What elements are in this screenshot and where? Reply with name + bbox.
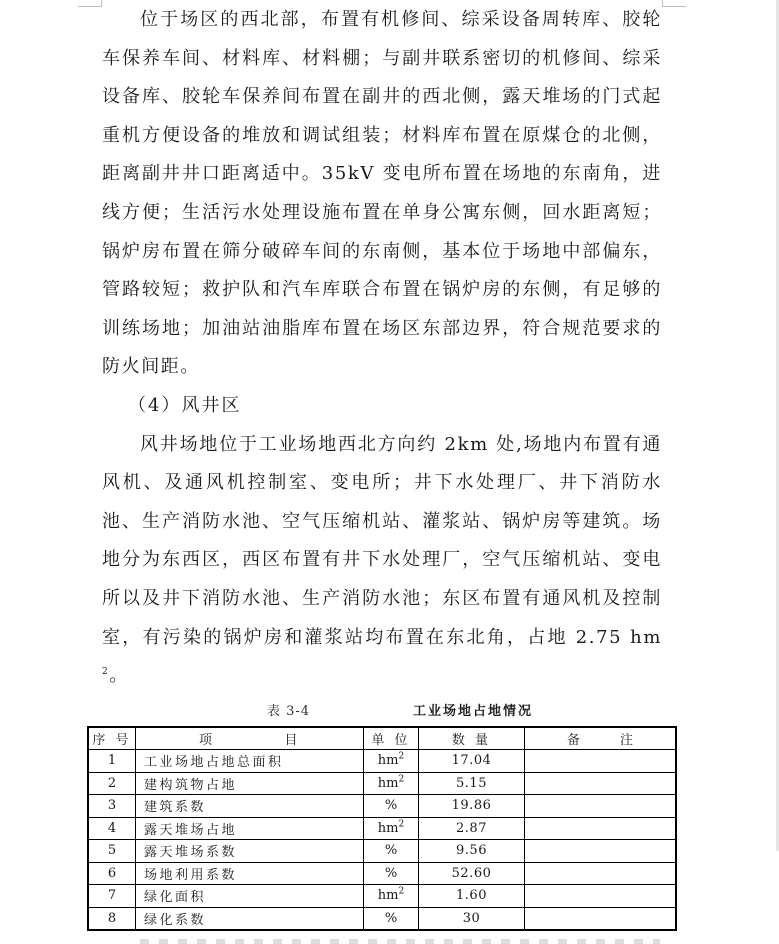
- cell-unit-text: hm: [377, 888, 399, 904]
- cell-seq: 1: [88, 750, 136, 773]
- cell-seq: 7: [88, 885, 136, 908]
- cell-unit-superscript: 2: [398, 752, 405, 763]
- paragraph-industrial-site-layout: 位于场区的西北部，布置有机修间、综采设备周转库、胶轮车保养车间、材料库、材料棚；与副井联系密切的机修间、综采设备库、胶轮车保养间布置在副井的西北侧，露天堆场的门式起重机方便设备的堆放和调试组装；材料库布置在原煤仓的北侧，距离副井井口距离适中。35kV 变电所布置在场地的东南角，进线方便；生活污水处理设施布置在单身公寓东侧，回水距离短；锅炉房布置在筛分破碎车间的东南侧，基本位于场地中部偏东，管路较短；救护队和汽车库联合布置在锅炉房的东侧，有足够的训练场地；加油站油脂库布置在场区东部边界，符合规范要求的防火间距。: [102, 9, 662, 378]
- cell-qty: 5.15: [419, 772, 525, 795]
- cell-unit: [364, 862, 419, 885]
- cell-note: [525, 750, 677, 773]
- cell-item: 露天堆场系数: [136, 840, 364, 863]
- cell-unit-text: %: [384, 843, 398, 859]
- cell-note: [525, 885, 677, 908]
- clipped-next-line: [140, 939, 660, 944]
- table-block: [87, 702, 677, 932]
- cell-unit: [364, 817, 419, 840]
- header-item: [136, 727, 364, 750]
- cell-note: [525, 772, 677, 795]
- table-body: [88, 750, 676, 931]
- cell-qty: 52.60: [419, 862, 525, 885]
- cell-unit-superscript: 2: [398, 819, 405, 830]
- cell-item: 工业场地占地总面积: [136, 750, 364, 773]
- header-item-part-a: 项: [198, 732, 215, 748]
- cell-unit-text: hm: [377, 775, 399, 791]
- cell-unit-text: hm: [377, 753, 399, 769]
- cell-unit-superscript: 2: [398, 887, 405, 898]
- table-header-row: [88, 727, 676, 750]
- cell-item: 场地利用系数: [136, 862, 364, 885]
- header-item-part-b: 目: [284, 732, 301, 748]
- land-use-table: [87, 726, 677, 932]
- table-row: [88, 862, 676, 885]
- cell-unit-text: %: [384, 798, 398, 814]
- cell-seq: 3: [88, 795, 136, 818]
- table-row: [88, 750, 676, 773]
- paragraph-ventilation-shaft: [102, 426, 662, 696]
- page-corner-mark-right: [662, 0, 686, 7]
- cell-qty: 30: [419, 907, 525, 930]
- header-qty: 数 量: [419, 727, 525, 750]
- area-unit-superscript: 2: [102, 667, 110, 678]
- cell-item: 建构筑物占地: [136, 772, 364, 795]
- section-heading-ventilation-shaft: （4）风井区: [128, 394, 242, 416]
- cell-unit: [364, 795, 419, 818]
- cell-seq: 2: [88, 772, 136, 795]
- cell-item: 绿化系数: [136, 907, 364, 930]
- cell-qty: 2.87: [419, 817, 525, 840]
- cell-qty: 19.86: [419, 795, 525, 818]
- cell-note: [525, 907, 677, 930]
- header-seq: 序 号: [88, 727, 136, 750]
- table-row: [88, 817, 676, 840]
- cell-unit: [364, 885, 419, 908]
- table-title: 工业场地占地情况: [413, 703, 534, 719]
- cell-seq: 4: [88, 817, 136, 840]
- paragraph-ventilation-shaft-end: 。: [109, 665, 129, 687]
- header-unit: 单 位: [364, 727, 419, 750]
- cell-unit-superscript: 2: [398, 774, 405, 785]
- cell-unit: [364, 907, 419, 930]
- cell-item: 建筑系数: [136, 795, 364, 818]
- cell-seq: 6: [88, 862, 136, 885]
- cell-unit: [364, 750, 419, 773]
- cell-unit-text: %: [384, 865, 398, 881]
- cell-qty: 9.56: [419, 840, 525, 863]
- table-row: [88, 772, 676, 795]
- cell-item: 露天堆场占地: [136, 817, 364, 840]
- cell-note: [525, 862, 677, 885]
- table-row: [88, 885, 676, 908]
- cell-qty: 1.60: [419, 885, 525, 908]
- header-note-part-a: 备: [566, 732, 580, 748]
- table-number: 表 3-4: [267, 703, 311, 719]
- cell-unit-text: %: [384, 910, 398, 926]
- paragraph-ventilation-shaft-text: 风井场地位于工业场地西北方向约 2km 处,场地内布置有通风机、及通风机控制室、变电所；井下水处理厂、井下消防水池、生产消防水池、空气压缩机站、灌浆站、锅炉房等建筑。场地分为东西区，西区布置有井下水处理厂，空气压缩机站、变电所以及井下消防水池、生产消防水池；东区布置有通风机及控制室，有污染的锅炉房和灌浆站均布置在东北角，占地 2.75 hm: [102, 433, 662, 648]
- cell-seq: 8: [88, 907, 136, 930]
- header-note: [525, 727, 677, 750]
- table-caption: [87, 702, 677, 726]
- cell-seq: 5: [88, 840, 136, 863]
- cell-unit: [364, 772, 419, 795]
- cell-note: [525, 817, 677, 840]
- cell-unit-text: hm: [377, 820, 399, 836]
- document-content: [92, 1, 662, 944]
- header-note-part-b: 注: [620, 732, 634, 748]
- page-corner-mark-left: [78, 0, 102, 7]
- cell-qty: 17.04: [419, 750, 525, 773]
- cell-note: [525, 795, 677, 818]
- table-row: [88, 907, 676, 930]
- cell-item: 绿化面积: [136, 885, 364, 908]
- table-row: [88, 795, 676, 818]
